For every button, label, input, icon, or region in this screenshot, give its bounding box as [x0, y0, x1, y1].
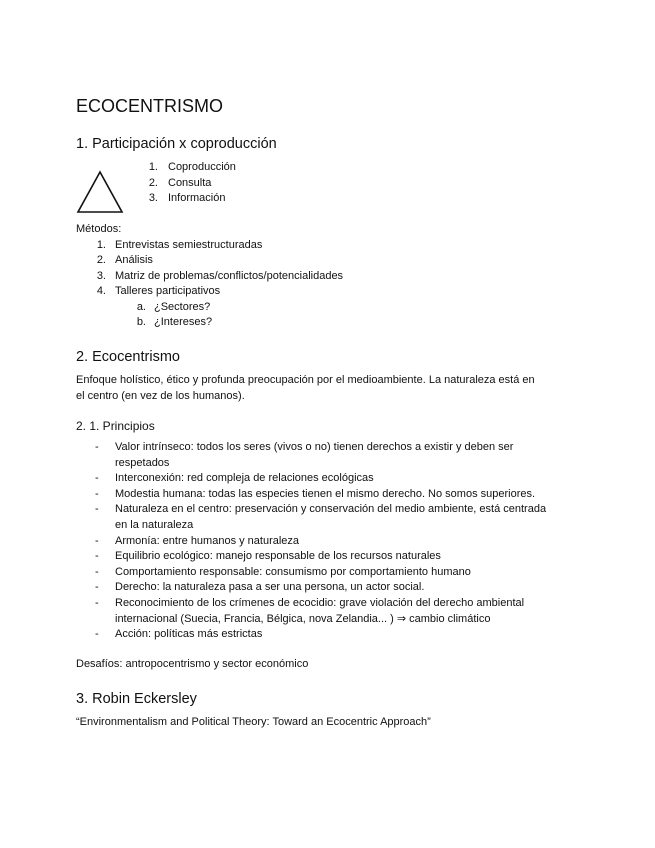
list-item: Matriz de problemas/conflictos/potencialidades	[115, 269, 344, 282]
triangle-icon	[76, 170, 124, 214]
list-item-line: Valor intrínseco: todos los seres (vivos o no) tienen derechos a existir y deben ser	[115, 441, 514, 453]
list-number: 2.	[96, 254, 106, 266]
intro-paragraph-line: Enfoque holístico, ético y profunda preocupación por el medioambiente. La naturaleza está en	[76, 374, 535, 386]
list-item: ¿Sectores?	[154, 300, 211, 313]
list-item-line: Comportamiento responsable: consumismo por comportamiento humano	[115, 565, 471, 578]
list-item: Entrevistas semiestructuradas	[115, 238, 263, 251]
list-item-line: Armonía: entre humanos y naturaleza	[115, 534, 300, 547]
list-number: 3.	[96, 269, 106, 282]
bullet-dash: -	[95, 534, 99, 547]
principles-heading: 2. 1. Principios	[76, 419, 155, 433]
list-item-line: Naturaleza en el centro: preservación y conservación del medio ambiente, está centrada	[115, 503, 547, 516]
bullet-dash: -	[95, 597, 99, 609]
list-item-line: Modestia humana: todas las especies tienen el mismo derecho. No somos superiores.	[115, 487, 536, 500]
challenges-text: Desafíos: antropocentrismo y sector económico	[76, 658, 309, 670]
bullet-dash: -	[95, 565, 99, 578]
list-item-line: respetados	[115, 456, 170, 469]
book-title-quote: “Environmentalism and Political Theory: Toward an Ecocentric Approach”	[76, 716, 431, 728]
list-item-line: internacional (Suecia, Francia, Bélgica, nova Zelandia... ) ⇒ cambio climático	[115, 612, 491, 625]
list-item-line: Equilibrio ecológico: manejo responsable de los recursos naturales	[115, 550, 441, 563]
list-item: ¿Intereses?	[154, 316, 213, 328]
bullet-dash: -	[95, 472, 99, 485]
list-item: Coproducción	[168, 161, 236, 173]
bullet-dash: -	[95, 503, 99, 516]
list-item-line: en la naturaleza	[115, 519, 194, 531]
list-item-line: Derecho: la naturaleza pasa a ser una persona, un actor social.	[115, 581, 425, 594]
section-2-heading: 2. Ecocentrismo	[76, 349, 180, 365]
list-item: Información	[168, 192, 226, 205]
list-item: Talleres participativos	[115, 285, 221, 297]
list-number: 1.	[96, 238, 106, 251]
list-letter: a.	[136, 300, 146, 313]
list-number: 3.	[148, 192, 158, 205]
bullet-dash: -	[95, 581, 99, 594]
list-item-line: Interconexión: red compleja de relaciones ecológicas	[115, 472, 374, 485]
list-item-line: Acción: políticas más estrictas	[115, 628, 263, 641]
list-letter: b.	[136, 316, 146, 328]
list-item: Consulta	[168, 176, 212, 189]
list-item-line: Reconocimiento de los crímenes de ecocidio: grave violación del derecho ambiental	[115, 597, 525, 609]
list-number: 2.	[148, 176, 158, 189]
list-number: 1.	[148, 161, 158, 173]
section-3-heading: 3. Robin Eckersley	[76, 691, 197, 707]
intro-paragraph-line: el centro (en vez de los humanos).	[76, 389, 245, 402]
bullet-dash: -	[95, 550, 99, 563]
bullet-dash: -	[95, 628, 99, 641]
bullet-dash: -	[95, 441, 99, 453]
list-number: 4.	[96, 285, 106, 297]
methods-label: Métodos:	[76, 223, 122, 235]
section-1-heading: 1. Participación x coproducción	[76, 136, 277, 152]
document-title: ECOCENTRISMO	[76, 96, 224, 116]
list-item: Análisis	[115, 254, 153, 266]
bullet-dash: -	[95, 487, 99, 500]
